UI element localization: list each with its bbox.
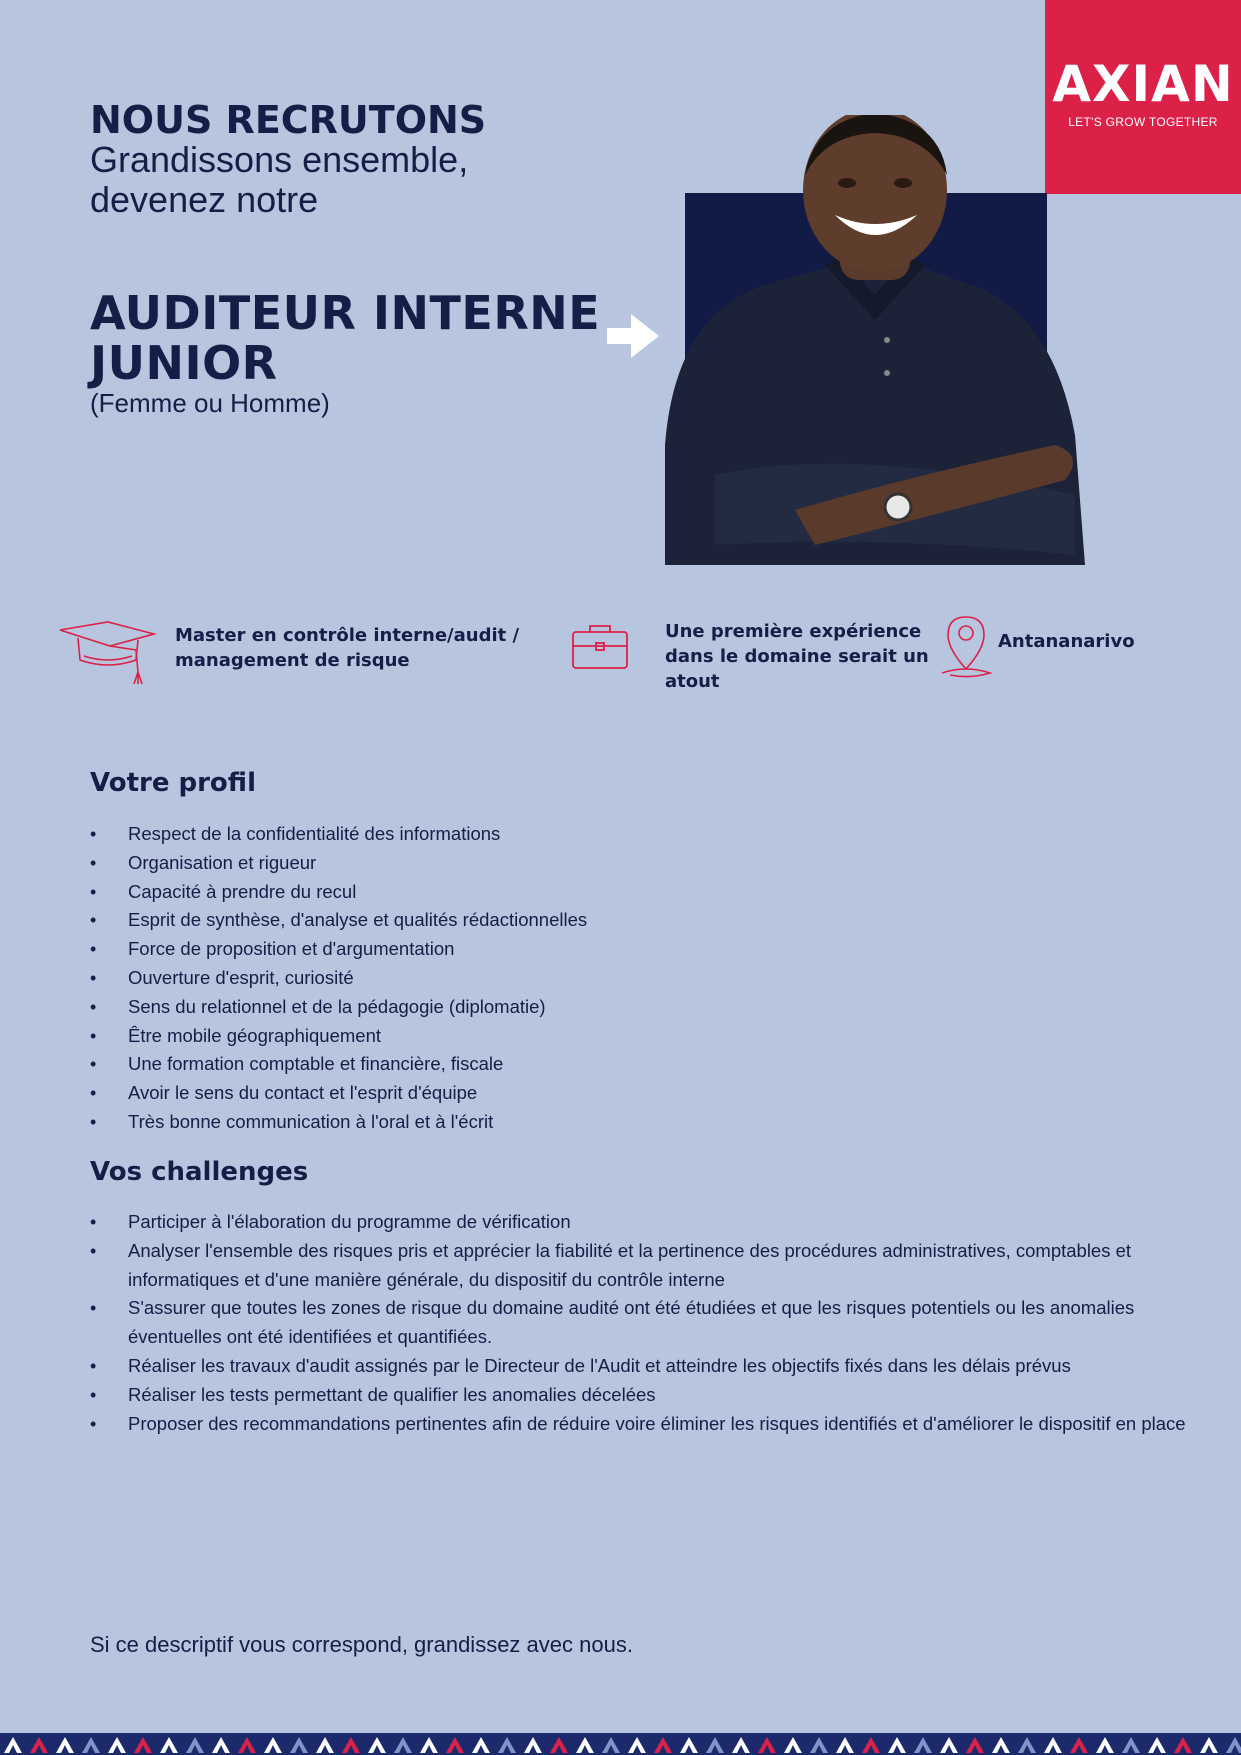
decorative-pattern-band [0, 1733, 1241, 1755]
challenge-item: • Réaliser les travaux d'audit assignés par le Directeur de l'Audit et atteindre les objectifs fixés dans les délais prévus [90, 1352, 1220, 1381]
intro-line-2: devenez notre [90, 179, 319, 220]
challenge-item: • Participer à l'élaboration du programme de vérification [90, 1208, 1220, 1237]
briefcase-icon [570, 622, 630, 672]
job-subtitle: (Femme ou Homme) [90, 388, 330, 418]
challenge-item: • Réaliser les tests permettant de qualifier les anomalies décelées [90, 1381, 1220, 1410]
profile-item: • Avoir le sens du contact et l'esprit d'équipe [90, 1079, 1190, 1108]
profile-item: • Organisation et rigueur [90, 849, 1190, 878]
closing-line: Si ce descriptif vous correspond, grandissez avec nous. [90, 1632, 633, 1657]
kicker-heading: NOUS RECRUTONS [90, 98, 487, 142]
challenge-item: • Proposer des recommandations pertinentes afin de réduire voire éliminer les risques identifiés et d'améliorer le dispositif en place [90, 1410, 1220, 1439]
profile-item: • Très bonne communication à l'oral et à l'écrit [90, 1108, 1190, 1137]
intro-line-1: Grandissons ensemble, [90, 139, 469, 180]
requirement-education: Master en contrôle interne/audit / management de risque [175, 625, 520, 671]
portrait-photo [655, 115, 1095, 565]
intro-text [90, 140, 468, 220]
logo-tagline: LET'S GROW TOGETHER [1068, 115, 1218, 129]
profile-item: • Respect de la confidentialité des informations [90, 820, 1190, 849]
profile-item: • Une formation comptable et financière, fiscale [90, 1050, 1190, 1079]
profile-item: • Capacité à prendre du recul [90, 878, 1190, 907]
challenges-list [90, 1208, 1220, 1438]
requirement-experience: Une première expérience dans le domaine serait un atout [665, 621, 929, 692]
profile-item: • Force de proposition et d'argumentation [90, 935, 1190, 964]
logo-wordmark: AXIAN [1052, 55, 1234, 113]
challenges-section-title: Vos challenges [90, 1157, 309, 1187]
profile-item: • Ouverture d'esprit, curiosité [90, 964, 1190, 993]
graduation-cap-icon [58, 620, 158, 686]
job-title: AUDITEUR INTERNE JUNIOR [90, 286, 601, 390]
challenge-item: • S'assurer que toutes les zones de risque du domaine audité ont été étudiées et que les risques potentiels ou les anomalies éventuelles ont été identifiées et quantifiées. [90, 1294, 1220, 1352]
profile-section-title: Votre profil [90, 768, 256, 798]
profile-item: • Esprit de synthèse, d'analyse et qualités rédactionnelles [90, 906, 1190, 935]
arrow-right-icon [603, 306, 663, 366]
profile-list [90, 820, 1190, 1137]
map-pin-icon [940, 615, 992, 679]
requirement-location: Antananarivo [998, 631, 1135, 652]
profile-item: • Être mobile géographiquement [90, 1022, 1190, 1051]
challenge-item: • Analyser l'ensemble des risques pris et apprécier la fiabilité et la pertinence des procédures administratives, comptables et informatiques et d'une manière générale, du dispositif du contrôle interne [90, 1237, 1220, 1295]
profile-item: • Sens du relationnel et de la pédagogie (diplomatie) [90, 993, 1190, 1022]
